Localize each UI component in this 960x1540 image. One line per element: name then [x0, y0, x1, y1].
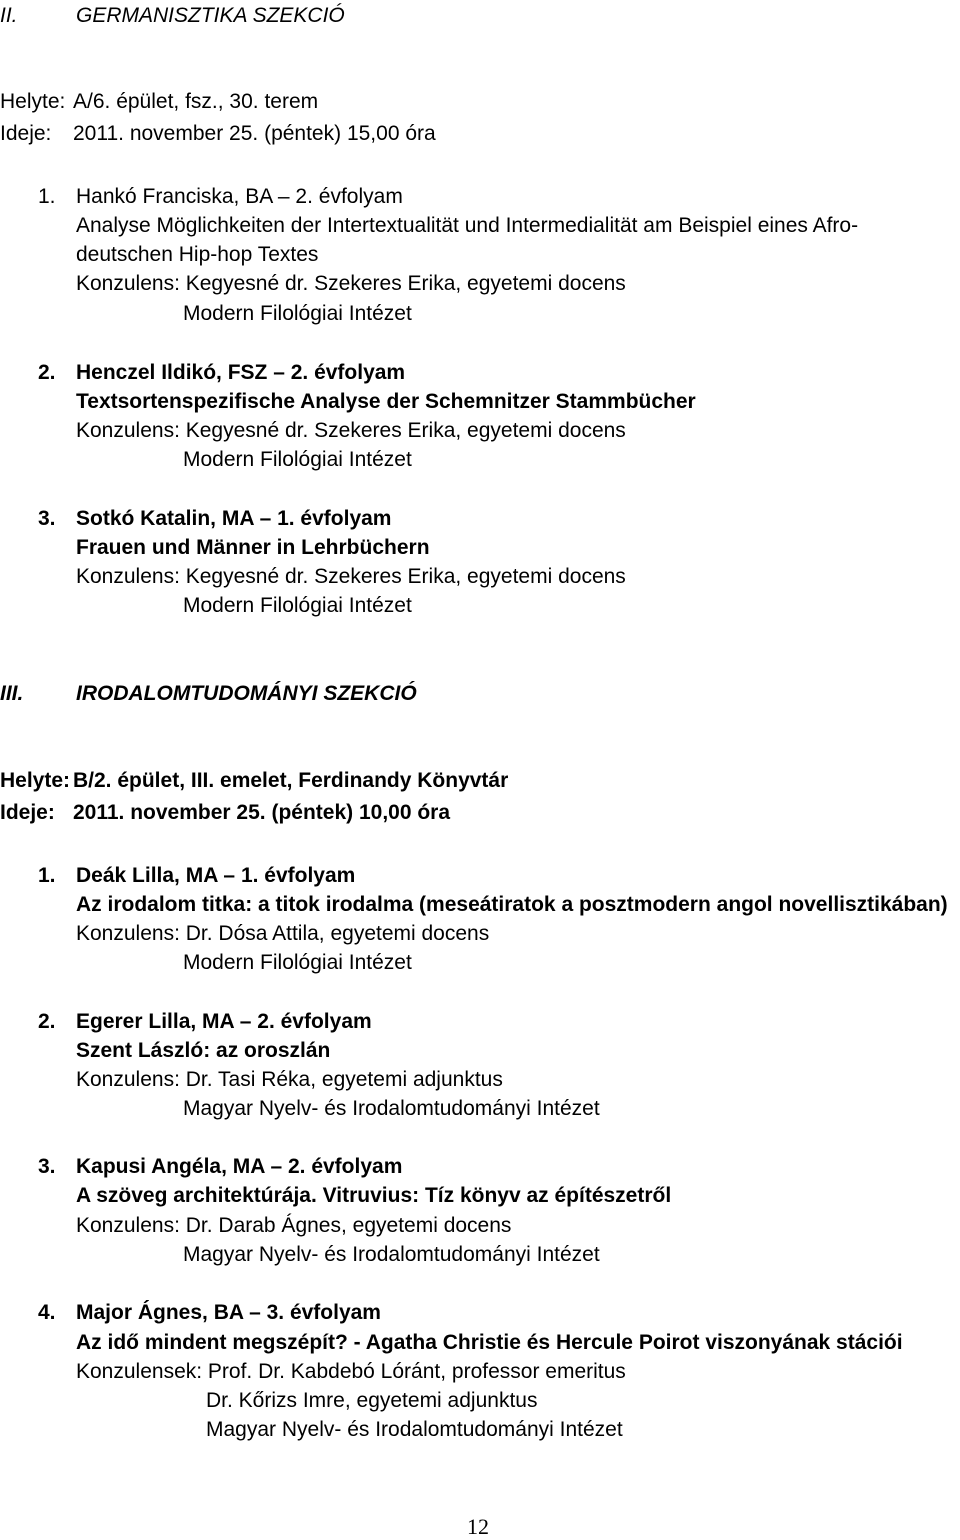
time-value: 2011. november 25. (péntek) 15,00 óra: [73, 122, 436, 145]
paper-title-line: Az irodalom titka: a titok irodalma (meseátiratok a posztmodern angol novellisztikában): [76, 893, 948, 916]
time-label: Ideje:: [0, 801, 55, 824]
consultant: Konzulens: Kegyesné dr. Szekeres Erika, egyetemi docens: [76, 419, 626, 442]
place-value: A/6. épület, fsz., 30. terem: [73, 90, 319, 113]
consultant: Konzulensek: Prof. Dr. Kabdebó Lóránt, professor emeritus: [76, 1360, 626, 1383]
section-title: GERMANISZTIKA SZEKCIÓ: [76, 4, 345, 27]
paper-title-line: Frauen und Männer in Lehrbüchern: [76, 536, 430, 559]
entry-number: 4.: [38, 1301, 56, 1324]
paper-title-line: Textsortenspezifische Analyse der Schemnitzer Stammbücher: [76, 390, 696, 413]
place-row: [0, 769, 700, 795]
paper-title-line: Az idő mindent megszépít? - Agatha Christie és Hercule Poirot viszonyának stációi: [76, 1331, 903, 1354]
section-title: IRODALOMTUDOMÁNYI SZEKCIÓ: [76, 682, 417, 705]
consultant-second: Dr. Kőrizs Imre, egyetemi adjunktus: [206, 1389, 538, 1412]
presenter: Major Ágnes, BA – 3. évfolyam: [76, 1301, 381, 1324]
time-row: [0, 122, 700, 148]
institute: Modern Filológiai Intézet: [183, 951, 412, 974]
time-row: [0, 801, 700, 827]
consultant: Konzulens: Dr. Tasi Réka, egyetemi adjunktus: [76, 1068, 503, 1091]
institute: Magyar Nyelv- és Irodalomtudományi Intézet: [183, 1097, 600, 1120]
paper-title-line: Szent László: az oroszlán: [76, 1039, 331, 1062]
institute: Modern Filológiai Intézet: [183, 448, 412, 471]
presenter: Deák Lilla, MA – 1. évfolyam: [76, 864, 356, 887]
place-label: Helyte:: [0, 769, 71, 792]
paper-title-line: deutschen Hip-hop Textes: [76, 243, 319, 266]
entry-number: 3.: [38, 507, 56, 530]
presenter: Sotkó Katalin, MA – 1. évfolyam: [76, 507, 392, 530]
page-number: 12: [467, 1514, 489, 1539]
presenter: Hankó Franciska, BA – 2. évfolyam: [76, 185, 403, 208]
place-row: [0, 90, 700, 116]
paper-title-line: Analyse Möglichkeiten der Intertextualität und Intermedialität am Beispiel eines Afro-: [76, 214, 859, 237]
institute: Magyar Nyelv- és Irodalomtudományi Intézet: [206, 1418, 623, 1441]
entry-number: 3.: [38, 1155, 56, 1178]
presenter: Egerer Lilla, MA – 2. évfolyam: [76, 1010, 372, 1033]
time-label: Ideje:: [0, 122, 52, 145]
presenter: Kapusi Angéla, MA – 2. évfolyam: [76, 1155, 403, 1178]
institute: Modern Filológiai Intézet: [183, 302, 412, 325]
consultant: Konzulens: Dr. Dósa Attila, egyetemi docens: [76, 922, 490, 945]
institute: Magyar Nyelv- és Irodalomtudományi Intézet: [183, 1243, 600, 1266]
paper-title-line: A szöveg architektúrája. Vitruvius: Tíz könyv az építészetről: [76, 1184, 672, 1207]
place-value: B/2. épület, III. emelet, Ferdinandy Könyvtár: [73, 769, 509, 792]
consultant: Konzulens: Kegyesné dr. Szekeres Erika, egyetemi docens: [76, 565, 626, 588]
presenter: Henczel Ildikó, FSZ – 2. évfolyam: [76, 361, 406, 384]
time-value: 2011. november 25. (péntek) 10,00 óra: [73, 801, 451, 824]
entry-number: 1.: [38, 185, 56, 208]
entry-number: 2.: [38, 361, 56, 384]
section-number: II.: [0, 4, 18, 27]
entry-number: 2.: [38, 1010, 56, 1033]
section-number: III.: [0, 682, 24, 705]
place-label: Helyte:: [0, 90, 66, 113]
institute: Modern Filológiai Intézet: [183, 594, 412, 617]
entry-number: 1.: [38, 864, 56, 887]
consultant: Konzulens: Kegyesné dr. Szekeres Erika, egyetemi docens: [76, 272, 626, 295]
consultant: Konzulens: Dr. Darab Ágnes, egyetemi docens: [76, 1214, 512, 1237]
